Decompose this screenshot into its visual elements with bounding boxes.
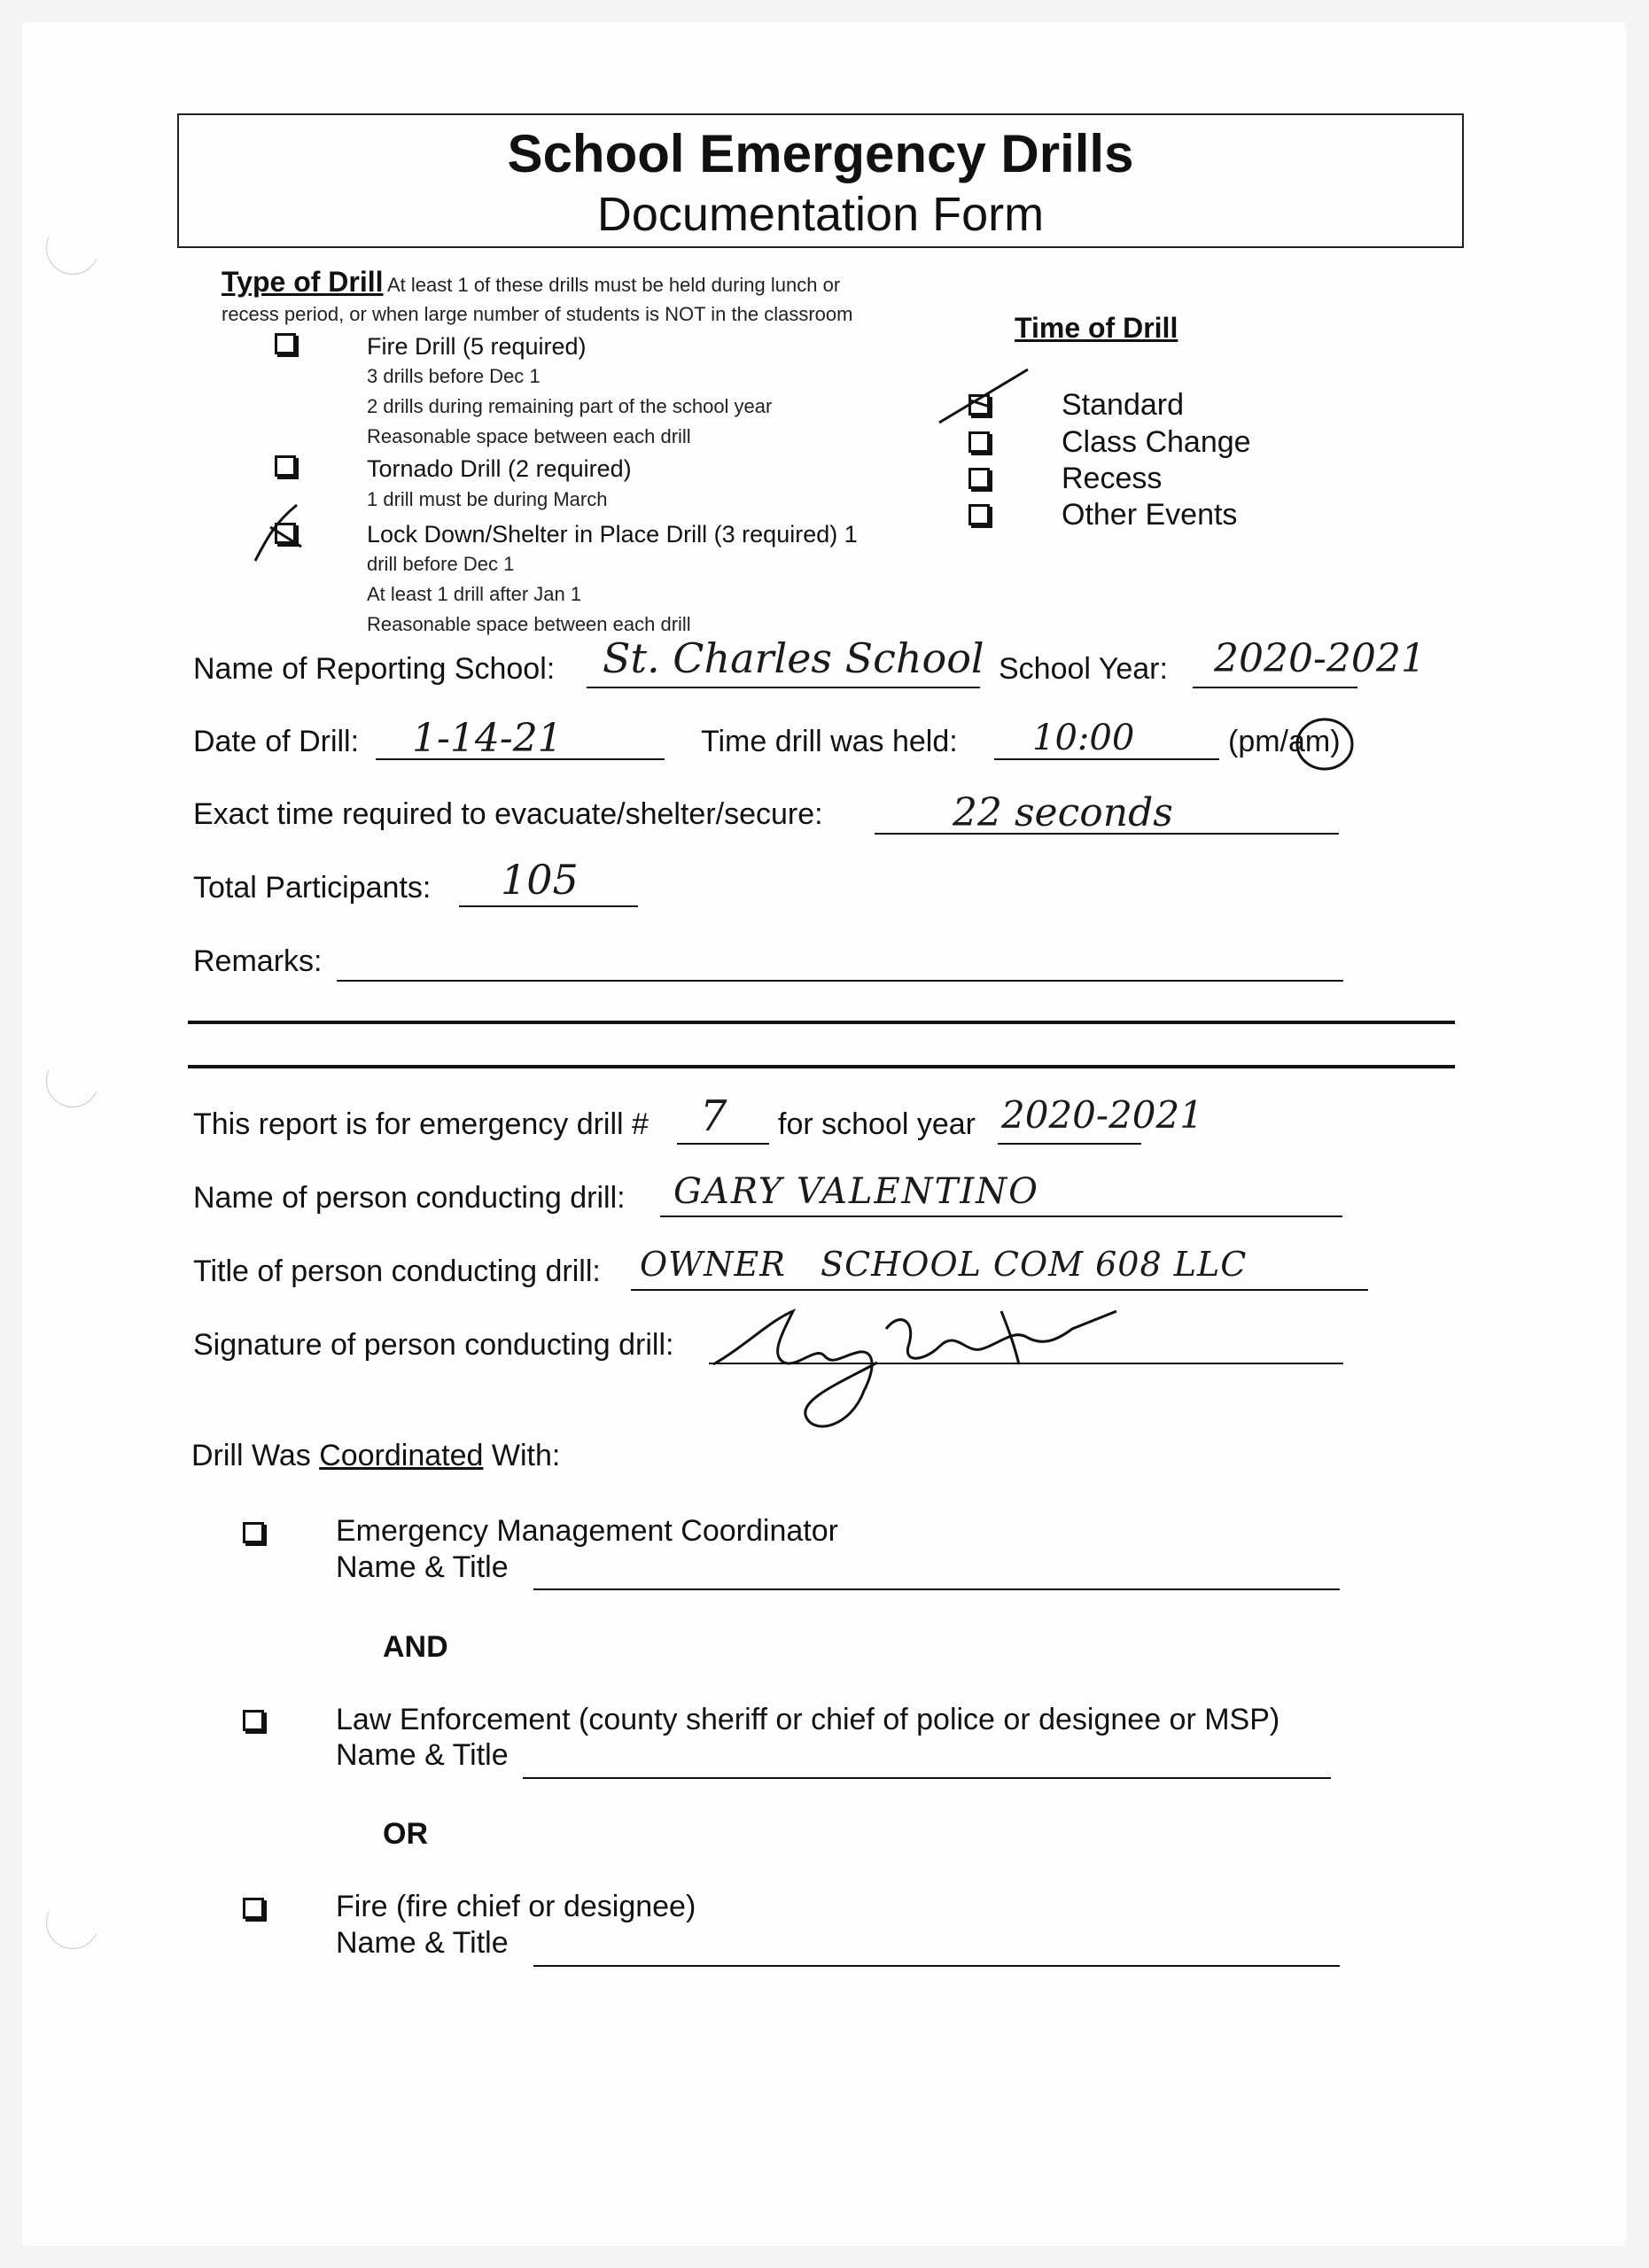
- school-name-label: Name of Reporting School:: [193, 652, 556, 686]
- fire-name-title-line[interactable]: [533, 1965, 1340, 1967]
- participants-line: [459, 905, 638, 907]
- participants-value[interactable]: 105: [501, 856, 579, 904]
- type-of-drill-header: [222, 266, 840, 299]
- law-checkbox[interactable]: [243, 1710, 264, 1731]
- tornado-drill-checkbox[interactable]: [275, 455, 296, 477]
- coordinated-label: [191, 1439, 560, 1473]
- remarks-line-2[interactable]: [188, 1021, 1455, 1024]
- type-of-drill-note-2: recess period, or when large number of students is NOT in the classroom: [222, 303, 853, 325]
- fire-drill-checkbox[interactable]: [275, 333, 296, 354]
- standard-label: Standard: [1062, 388, 1184, 422]
- type-of-drill-heading: Type of Drill: [222, 266, 384, 298]
- recess-checkbox[interactable]: [968, 468, 990, 489]
- person-name-label: Name of person conducting drill:: [193, 1181, 626, 1215]
- drill-number-line: [677, 1143, 769, 1145]
- fire-coord-label: Fire (fire chief or designee): [336, 1890, 696, 1923]
- person-name-value[interactable]: GARY VALENTINO: [673, 1171, 1039, 1212]
- drill-number-label: This report is for emergency drill #: [193, 1107, 649, 1141]
- fire-coord-checkbox[interactable]: [243, 1898, 264, 1919]
- tornado-drill-sub-1: 1 drill must be during March: [367, 488, 608, 510]
- remarks-label: Remarks:: [193, 944, 323, 978]
- lockdown-drill-sub-3: Reasonable space between each drill: [367, 613, 691, 635]
- remarks-line-1[interactable]: [337, 980, 1343, 982]
- standard-check-mark-icon: [935, 365, 1032, 427]
- person-title-label: Title of person conducting drill:: [193, 1254, 601, 1288]
- report-year-label: for school year: [778, 1107, 976, 1141]
- person-title-line: [631, 1289, 1368, 1291]
- type-of-drill-note-1: At least 1 of these drills must be held during lunch or: [386, 274, 841, 296]
- lockdown-check-mark-icon: [248, 501, 319, 567]
- law-name-title-label: Name & Title: [336, 1738, 509, 1772]
- am-pm-label: (pm/am): [1228, 725, 1341, 758]
- fire-drill-label: Fire Drill (5 required): [367, 333, 587, 360]
- time-held-label: Time drill was held:: [701, 725, 958, 758]
- emc-name-title-line[interactable]: [533, 1588, 1340, 1590]
- school-year-value[interactable]: 2020-2021: [1214, 636, 1426, 681]
- title-box: [177, 113, 1464, 248]
- lockdown-drill-sub-2: At least 1 drill after Jan 1: [367, 583, 582, 605]
- report-year-value[interactable]: 2020-2021: [1001, 1093, 1203, 1137]
- form-subtitle: Documentation Form: [596, 188, 1045, 241]
- coordinated-label-c: With:: [491, 1439, 561, 1472]
- fire-drill-sub-2: 2 drills during remaining part of the school year: [367, 395, 773, 417]
- fire-drill-sub-1: 3 drills before Dec 1: [367, 365, 541, 387]
- emc-checkbox[interactable]: [243, 1522, 264, 1543]
- exact-time-label: Exact time required to evacuate/shelter/secure:: [193, 797, 823, 831]
- class-change-label: Class Change: [1062, 425, 1251, 459]
- time-held-value[interactable]: 10:00: [1032, 718, 1135, 758]
- law-name-title-line[interactable]: [523, 1777, 1331, 1779]
- school-year-label: School Year:: [999, 652, 1168, 686]
- coordinated-label-b: Coordinated: [319, 1439, 484, 1472]
- exact-time-value[interactable]: 22 seconds: [953, 790, 1173, 835]
- drill-number-value[interactable]: 7: [700, 1091, 727, 1141]
- recess-label: Recess: [1062, 462, 1163, 495]
- time-held-line: [994, 758, 1219, 760]
- emc-name-title-label: Name & Title: [336, 1550, 509, 1584]
- emc-label: Emergency Management Coordinator: [336, 1514, 838, 1548]
- time-of-drill-heading: Time of Drill: [1015, 312, 1178, 344]
- form-title: School Emergency Drills: [507, 124, 1134, 183]
- fire-drill-sub-3: Reasonable space between each drill: [367, 425, 691, 447]
- signature-label: Signature of person conducting drill:: [193, 1328, 674, 1362]
- class-change-checkbox[interactable]: [968, 431, 990, 453]
- tornado-drill-label: Tornado Drill (2 required): [367, 455, 632, 482]
- law-label: Law Enforcement (county sheriff or chief of police or designee or MSP): [336, 1703, 1280, 1736]
- person-name-line: [660, 1216, 1342, 1217]
- signature-mark-icon[interactable]: [709, 1293, 1134, 1444]
- and-label: AND: [383, 1630, 448, 1664]
- other-events-checkbox[interactable]: [968, 504, 990, 525]
- school-name-value[interactable]: St. Charles School: [603, 634, 984, 682]
- date-value[interactable]: 1-14-21: [412, 716, 563, 761]
- report-year-line: [998, 1143, 1141, 1145]
- other-events-label: Other Events: [1062, 498, 1238, 532]
- lockdown-drill-label: Lock Down/Shelter in Place Drill (3 required) 1: [367, 521, 858, 548]
- participants-label: Total Participants:: [193, 871, 432, 905]
- remarks-line-3[interactable]: [188, 1065, 1455, 1068]
- am-circle-mark-icon: [1294, 716, 1356, 773]
- person-title-value[interactable]: OWNER SCHOOL COM 608 LLC: [640, 1245, 1248, 1284]
- fire-name-title-label: Name & Title: [336, 1926, 509, 1960]
- coordinated-label-a: Drill Was: [191, 1439, 311, 1472]
- school-name-line: [587, 687, 980, 688]
- lockdown-drill-sub-1: drill before Dec 1: [367, 553, 515, 575]
- date-label: Date of Drill:: [193, 725, 360, 758]
- or-label: OR: [383, 1817, 428, 1851]
- school-year-line: [1193, 687, 1357, 688]
